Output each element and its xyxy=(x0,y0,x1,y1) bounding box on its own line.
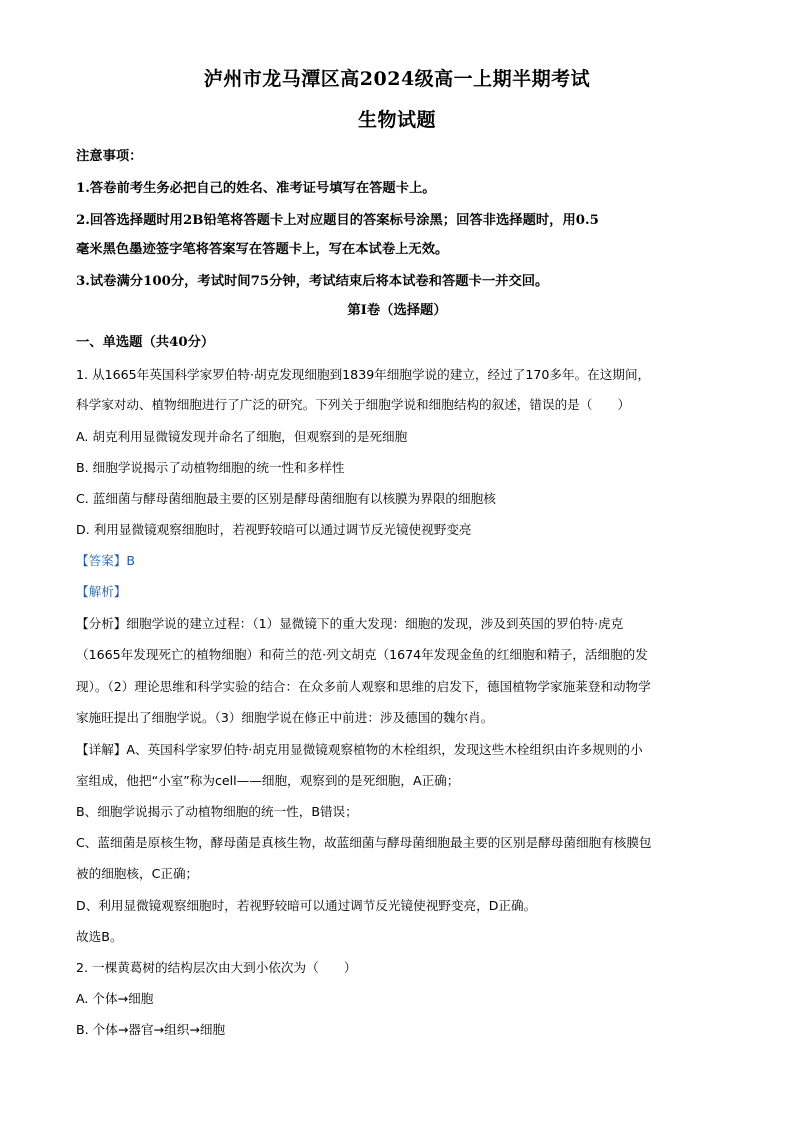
notice-item-1: 1.答卷前考生务必把自己的姓名、准考证号填写在答题卡上。 xyxy=(76,181,436,196)
q1-stem-line-1: 1. 从1665年英国科学家罗伯特·胡克发现细胞到1839年细胞学说的建立，经过了170多年。在这期间， xyxy=(76,367,651,382)
q2-stem: 2. 一棵黄葛树的结构层次由大到小依次为（ ） xyxy=(76,960,357,975)
q1-analysis-line-3: 现）。（2）理论思维和科学实验的结合：在众多前人观察和思维的启发下，德国植物学家施莱登和动物学 xyxy=(76,679,651,694)
q1-analysis-line-4: 家施旺提出了细胞学说。（3）细胞学说在修正中前进：涉及德国的魏尔肖。 xyxy=(76,710,494,725)
notice-item-2-line-1: 2.回答选择题时用2B铅笔将答题卡上对应题目的答案标号涂黑；回答非选择题时，用0.5 xyxy=(76,213,599,228)
q1-detail-d: D、利用显微镜观察细胞时，若视野较暗可以通过调节反光镜使视野变亮，D正确。 xyxy=(76,898,537,913)
q1-option-d: D. 利用显微镜观察细胞时，若视野较暗可以通过调节反光镜使视野变亮 xyxy=(76,522,472,537)
q1-detail-c-line-2: 被的细胞核，C正确； xyxy=(76,866,199,881)
q1-detail-b: B、细胞学说揭示了动植物细胞的统一性，B错误； xyxy=(76,804,358,819)
q1-detail-line-2: 室组成，他把“小室”称为cell——细胞，观察到的是死细胞，A正确； xyxy=(76,773,460,788)
exam-title: 泸州市龙马潭区高2024级高一上期半期考试 xyxy=(203,68,591,90)
q1-analysis-line-1: 【分析】细胞学说的建立过程：（1）显微镜下的重大发现：细胞的发现，涉及到英国的罗伯特·虎克 xyxy=(76,616,624,631)
section-title: 一、单选题（共40分） xyxy=(76,335,215,350)
volume-title: 第I卷（选择题） xyxy=(347,303,447,318)
q1-answer: 【答案】B xyxy=(76,553,136,568)
q1-detail-line-1: 【详解】A、英国科学家罗伯特·胡克用显微镜观察植物的木栓组织，发现这些木栓组织由许多规则的小 xyxy=(76,742,643,757)
q1-option-a: A. 胡克利用显微镜发现并命名了细胞，但观察到的是死细胞 xyxy=(76,429,408,444)
q1-analysis-line-2: （1665年发现死亡的植物细胞）和荷兰的范·列文胡克（1674年发现金鱼的红细胞和精子，活细胞的发 xyxy=(76,647,648,662)
notice-item-2-line-2: 毫米黑色墨迹签字笔将答案写在答题卡上，写在本试卷上无效。 xyxy=(76,242,449,257)
q1-option-b: B. 细胞学说揭示了动植物细胞的统一性和多样性 xyxy=(76,460,345,475)
notice-item-3: 3.试卷满分100分，考试时间75分钟，考试结束后将本试卷和答题卡一并交回。 xyxy=(76,274,549,289)
notice-heading: 注意事项： xyxy=(76,149,143,164)
q2-option-b: B. 个体→器官→组织→细胞 xyxy=(76,1022,226,1037)
q2-option-a: A. 个体→细胞 xyxy=(76,991,154,1006)
q1-analysis-tag: 【解析】 xyxy=(76,584,127,599)
q1-detail-c-line-1: C、蓝细菌是原核生物，酵母菌是真核生物，故蓝细菌与酵母菌细胞最主要的区别是酵母菌细胞有核膜包 xyxy=(76,835,652,850)
q1-option-c: C. 蓝细菌与酵母菌细胞最主要的区别是酵母菌细胞有以核膜为界限的细胞核 xyxy=(76,491,496,506)
subject-title: 生物试题 xyxy=(357,109,436,131)
q1-conclusion: 故选B。 xyxy=(76,929,123,944)
q1-stem-line-2: 科学家对动、植物细胞进行了广泛的研究。下列关于细胞学说和细胞结构的叙述，错误的是（ ） xyxy=(76,397,631,412)
